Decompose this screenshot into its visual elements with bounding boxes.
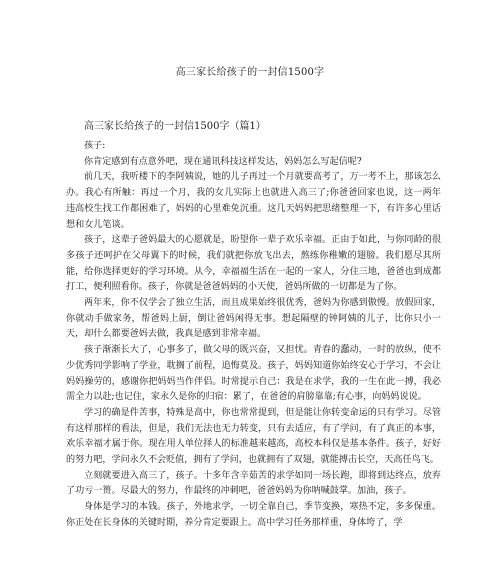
paragraph: 你肯定感到有点意外吧，现在通讯科技这样发达，妈妈怎么写起信呢? — [84, 156, 362, 167]
paragraph: 学习的确是件苦事，特殊是高中，你也常常提到，但是能让你转变命运的只有学习。尽管有这样那样的看法，但是，我们无法也无力转变，只有去适应，有了学问，有了真正的本事，欢乐幸福才属于你。现在用人单位择人的标准越来越高，高校本科仅是基本条件。孩子，好好的努力吧，学问永久不会贬值，拥有了学问，也就拥有了双翅，就能搏击长空，天高任鸟飞。 — [66, 407, 441, 466]
paragraph: 孩子，这辈子爸妈最大的心愿就是，盼望你一辈子欢乐幸福。正由于如此，与你同龄的很多孩子还呵护在父母翼下的时候，我们就把你放飞出去，熬练你稚嫩的翅膀。我们愿尽其所能，给你选择更好的学习环境。从今，幸福福生活在一起的一家人，分住三地，爸爸也到成都打工，便利照看你。孩子，你就是爸爸妈妈的小天使，爸妈所做的一切都是为了你。 — [66, 235, 441, 293]
paragraph: 身体是学习的本钱。孩子，外地求学，一切全靠自己，季节变换，寒热不定，多多保重。你正处在长身体的关键时期，养分肯定要跟上。高中学习任务那样重，身体垮了，学 — [66, 502, 441, 528]
paragraph: 前几天，我听楼下的李阿姨说，她的儿子再过一个月就要高考了，万一考不上，那该怎么办。我心有所触：再过一个月，我的女儿实际上也就进入高三了;你爸爸回家也说，这一两年违高校生找工作都困难了，妈妈的心里难免沉重。这几天妈妈把思绪整理一下，有许多心里话想和女儿笔谈。 — [66, 172, 441, 230]
section-title: 高三家长给孩子的一封信1500字（篇1） — [84, 121, 266, 132]
document-title: 高三家长给孩子的一封信1500字 — [175, 67, 325, 78]
paragraph: 孩子: — [84, 141, 106, 151]
paragraph: 两年来，你不仅学会了独立生活，而且成果始终很优秀，爸妈为你感到傲慢。放假回家，你就动手做家务，帮爸妈上厨，倒让爸妈闲得无事。想起隔壁的钟阿姨的儿子，比你只小一天，却什么都要爸妈去做，我真是感到非常幸福。 — [66, 298, 441, 340]
letter-body — [66, 139, 441, 532]
paragraph: 孩子渐渐长大了，心事多了，做父母的既兴奋，又担忧。青春的蠢动，一时的放纵，使不少优秀同学影响了学业，耽搁了前程，追悔莫及。孩子，妈妈知道你始终安心于学习，不会让妈妈操劳的，感谢你把妈妈当作伴侣。时常提示自己：我是在求学，我的一生在此一搏，我必需全力以赴;也记住，家永久是你的归宿：累了，在爸爸的肩膀靠靠;有心事，向妈妈说说。 — [66, 345, 441, 403]
paragraph: 立刻就要进入高三了，孩子。十多年含辛茹苦的求学如同一场长跑，即将到达终点，放弃了功亏一篑。尽最大的努力，作最终的冲刺吧，爸爸妈妈为你呐喊鼓掌。加油，孩子。 — [66, 470, 441, 497]
